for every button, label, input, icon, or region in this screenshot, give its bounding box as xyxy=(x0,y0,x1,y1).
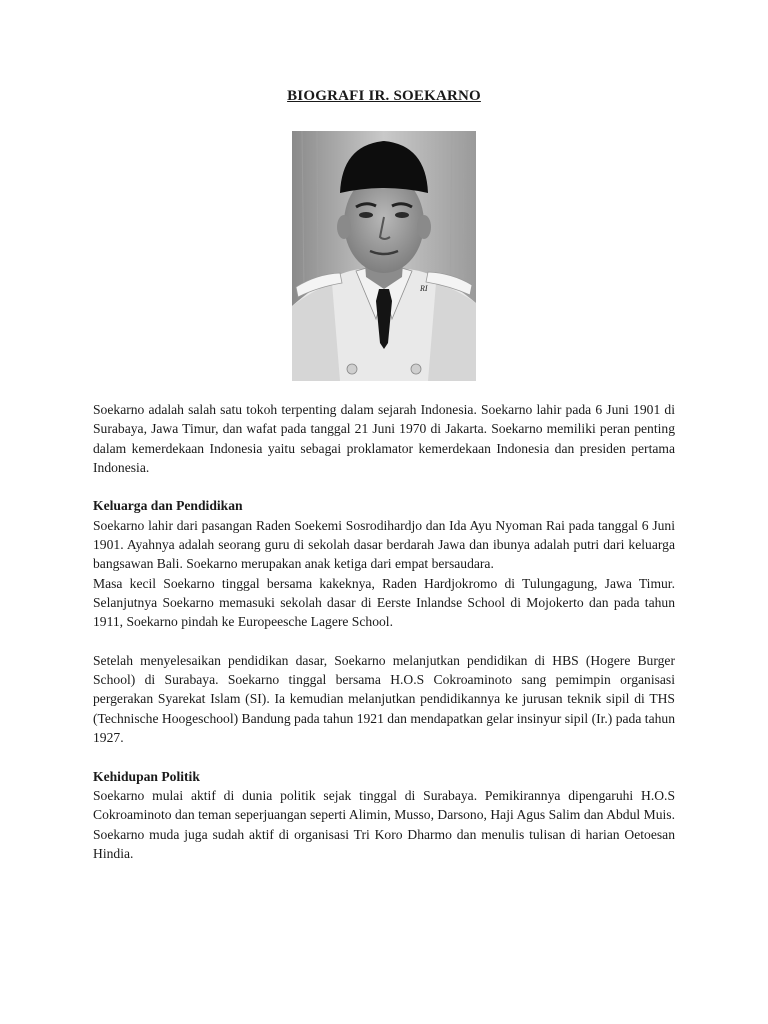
section1-paragraph-1: Soekarno lahir dari pasangan Raden Soekemi Sosrodihardjo dan Ida Ayu Nyoman Rai pada tanggal 6 Juni 1901. Ayahnya adalah seorang guru di sekolah dasar berdarah Jawa dan ibunya adalah putri dari keluarga bangsawan Bali. Soekarno merupakan anak ketiga dari empat bersaudara. xyxy=(93,517,675,572)
document-title: BIOGRAFI IR. SOEKARNO xyxy=(287,88,481,104)
section-heading-politik: Kehidupan Politik xyxy=(93,768,200,784)
intro-paragraph: Soekarno adalah salah satu tokoh terpenting dalam sejarah Indonesia. Soekarno lahir pada 6 Juni 1901 di Surabaya, Jawa Timur, dan wafat pada tanggal 21 Juni 1970 di Jakarta. Soekarno memiliki peran penting dalam kemerdekaan Indonesia yaitu sebagai proklamator kemerdekaan Indonesia dan presiden pertama Indonesia. xyxy=(93,402,675,475)
section1-paragraph-2: Masa kecil Soekarno tinggal bersama kakeknya, Raden Hardjokromo di Tulungagung, Jawa Timur. Selanjutnya Soekarno memasuki sekolah dasar di Eerste Inlandse School di Mojokerto dan pada tahun 1911, Soekarno pindah ke Europeesche Lagere School. xyxy=(93,575,675,630)
document-body xyxy=(93,400,675,863)
section1-paragraph-3: Setelah menyelesaikan pendidikan dasar, Soekarno melanjutkan pendidikan di HBS (Hogere Burger School) di Surabaya. Soekarno tinggal bersama H.O.S Cokroaminoto sang pemimpin organisasi pergerakan Syarekat Islam (SI). Ia kemudian melanjutkan pendidikannya ke jurusan teknik sipil di THS (Technische Hoogeschool) Bandung pada tahun 1921 dan mendapatkan gelar insinyur sipil (Ir.) pada tahun 1927. xyxy=(93,652,675,746)
section-heading-keluarga: Keluarga dan Pendidikan xyxy=(93,498,243,514)
portrait-photo xyxy=(292,131,476,381)
collar-badge: RI xyxy=(420,284,428,293)
section2-paragraph-1: Soekarno mulai aktif di dunia politik sejak tinggal di Surabaya. Pemikirannya dipengaruhi H.O.S Cokroaminoto dan teman seperjuangan seperti Alimin, Musso, Darsono, Haji Agus Salim dan Abdul Muis. Soekarno muda juga sudah aktif di organisasi Tri Koro Dharmo dan menulis tulisan di harian Oetoesan Hindia. xyxy=(93,787,675,861)
